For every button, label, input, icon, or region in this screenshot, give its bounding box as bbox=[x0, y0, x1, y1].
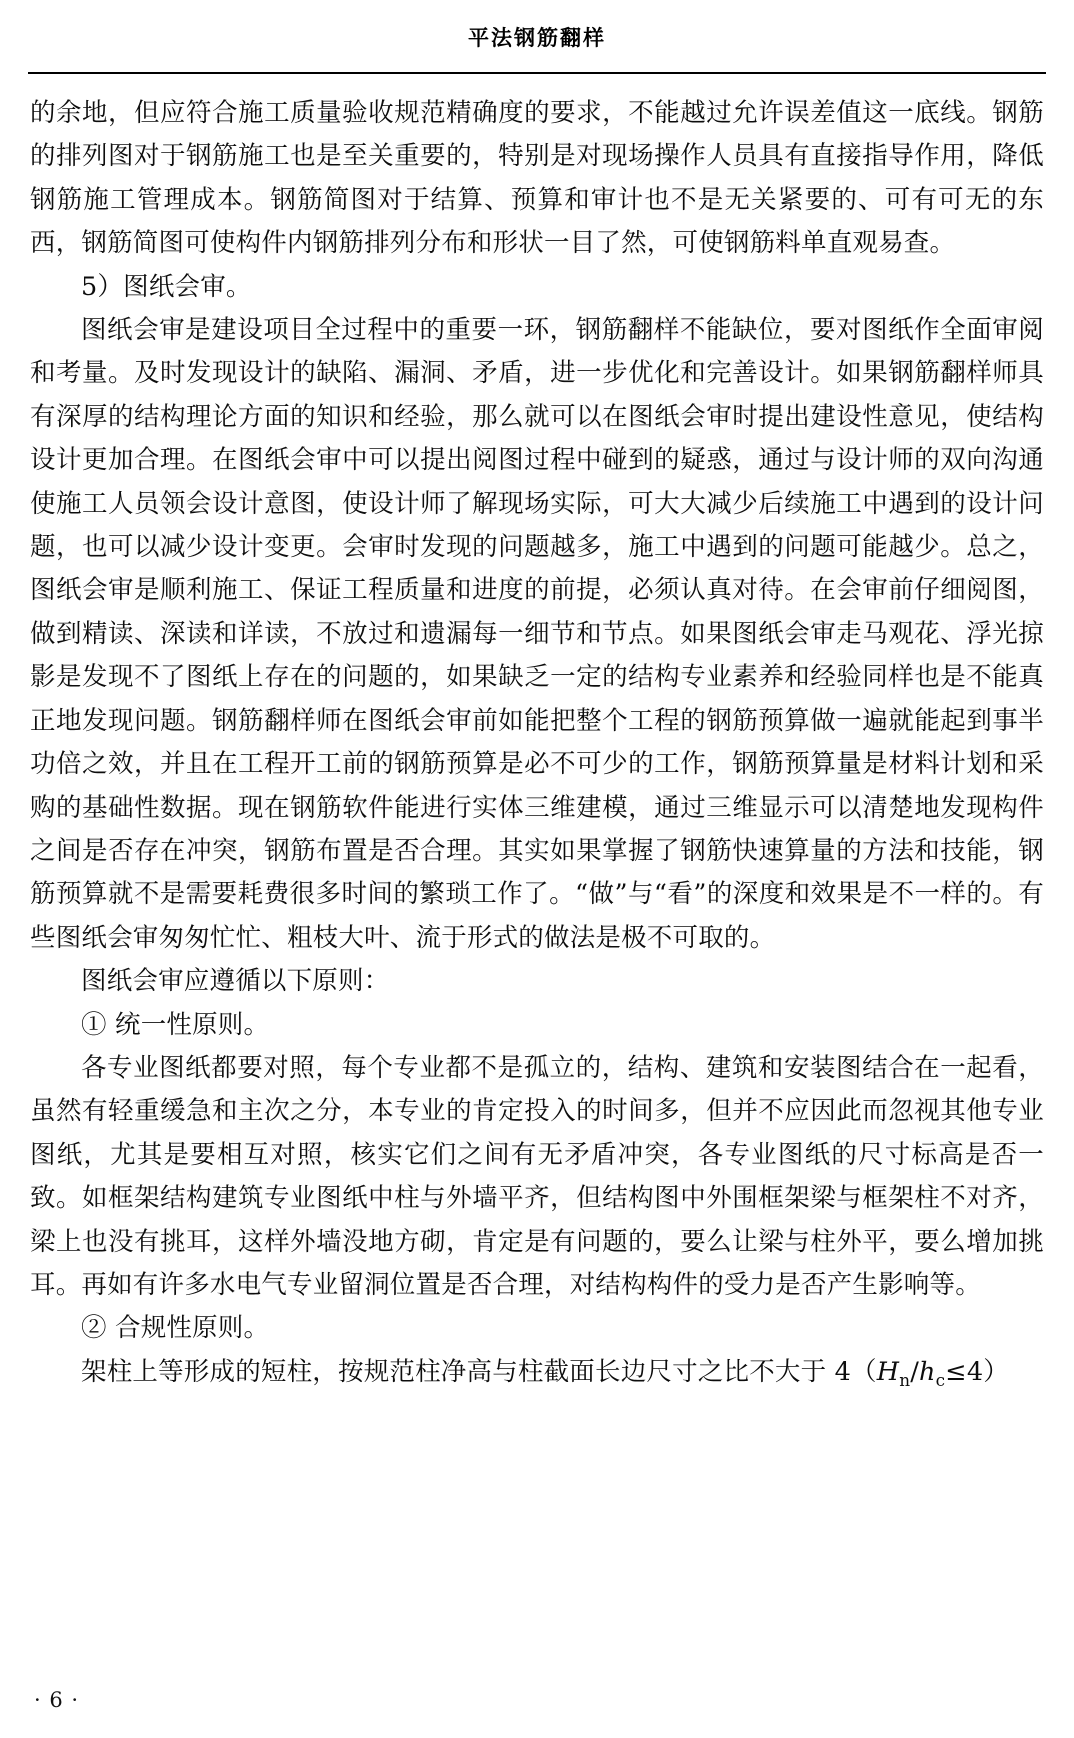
formula-variable-hn: H bbox=[876, 1356, 900, 1387]
formula-subscript-c: c bbox=[935, 1369, 946, 1390]
running-header-title: 平法钢筋翻样 bbox=[468, 25, 606, 50]
short-column-formula bbox=[876, 1356, 1009, 1390]
paragraph-principle-1-body: 各专业图纸都要对照，每个专业都不是孤立的，结构、建筑和安装图结合在一起看，虽然有轻重缓急和主次之分，本专业的肯定投入的时间多，但并不应因此而忽视其他专业图纸，尤其是要相互对照，核实它们之间有无矛盾冲突，各专业图纸的尺寸标高是否一致。如框架结构建筑专业图纸中柱与外墙平齐，但结构图中外围框架梁与框架柱不对齐，梁上也没有挑耳，这样外墙没地方砌，肯定是有问题的，要么让梁与柱外平，要么增加挑耳。再如有许多水电气专业留洞位置是否合理，对结构构件的受力是否产生影响等。 bbox=[30, 1052, 1044, 1300]
formula-variable-hc: h bbox=[919, 1356, 936, 1387]
principle-2-text: 架柱上等形成的短柱，按规范柱净高与柱截面长边尺寸之比不大于 4（ bbox=[81, 1356, 877, 1387]
header-divider-rule bbox=[28, 72, 1046, 74]
paragraph-item-5: 5）图纸会审。 bbox=[81, 271, 252, 302]
paragraph-principle-1-title: ① 统一性原则。 bbox=[81, 1009, 270, 1040]
paragraph-principle-2-body bbox=[30, 1351, 1044, 1403]
formula-divider: / bbox=[910, 1356, 920, 1387]
paragraph-drawing-review: 图纸会审是建设项目全过程中的重要一环，钢筋翻样不能缺位，要对图纸作全面审阅和考量。及时发现设计的缺陷、漏洞、矛盾，进一步优化和完善设计。如果钢筋翻样师具有深厚的结构理论方面的知识和经验，那么就可以在图纸会审时提出建设性意见，使结构设计更加合理。在图纸会审中可以提出阅图过程中碰到的疑惑，通过与设计师的双向沟通使施工人员领会设计意图，使设计师了解现场实际，可大大减少后续施工中遇到的设计问题，也可以减少设计变更。会审时发现的问题越多，施工中遇到的问题可能越少。总之，图纸会审是顺利施工、保证工程质量和进度的前提，必须认真对待。在会审前仔细阅图，做到精读、深读和详读，不放过和遗漏每一细节和节点。如果图纸会审走马观花、浮光掠影是发现不了图纸上存在的问题的，如果缺乏一定的结构专业素养和经验同样也是不能真正地发现问题。钢筋翻样师在图纸会审前如能把整个工程的钢筋预算做一遍就能起到事半功倍之效，并且在工程开工前的钢筋预算是必不可少的工作，钢筋预算量是材料计划和采购的基础性数据。现在钢筋软件能进行实体三维建模，通过三维显示可以清楚地发现构件之间是否存在冲突，钢筋布置是否合理。其实如果掌握了钢筋快速算量的方法和技能，钢筋预算就不是需要耗费很多时间的繁琐工作了。“做”与“看”的深度和效果是不一样的。有些图纸会审匆匆忙忙、粗枝大叶、流于形式的做法是极不可取的。 bbox=[30, 315, 1044, 953]
paragraph-principle-2-title: ② 合规性原则。 bbox=[81, 1313, 270, 1344]
page-body-text bbox=[30, 92, 1044, 1402]
formula-relation: ≤4） bbox=[945, 1356, 1009, 1387]
paragraph-principles-intro: 图纸会审应遵循以下原则： bbox=[81, 966, 390, 997]
paragraph-continuation: 的余地，但应符合施工质量验收规范精确度的要求，不能越过允许误差值这一底线。钢筋的排列图对于钢筋施工也是至关重要的，特别是对现场操作人员具有直接指导作用，降低钢筋施工管理成本。钢筋简图对于结算、预算和审计也不是无关紧要的、可有可无的东西，钢筋简图可使构件内钢筋排列分布和形状一目了然，可使钢筋料单直观易查。 bbox=[30, 98, 1044, 259]
page-number: · 6 · bbox=[34, 1688, 80, 1712]
formula-subscript-n: n bbox=[899, 1369, 911, 1390]
